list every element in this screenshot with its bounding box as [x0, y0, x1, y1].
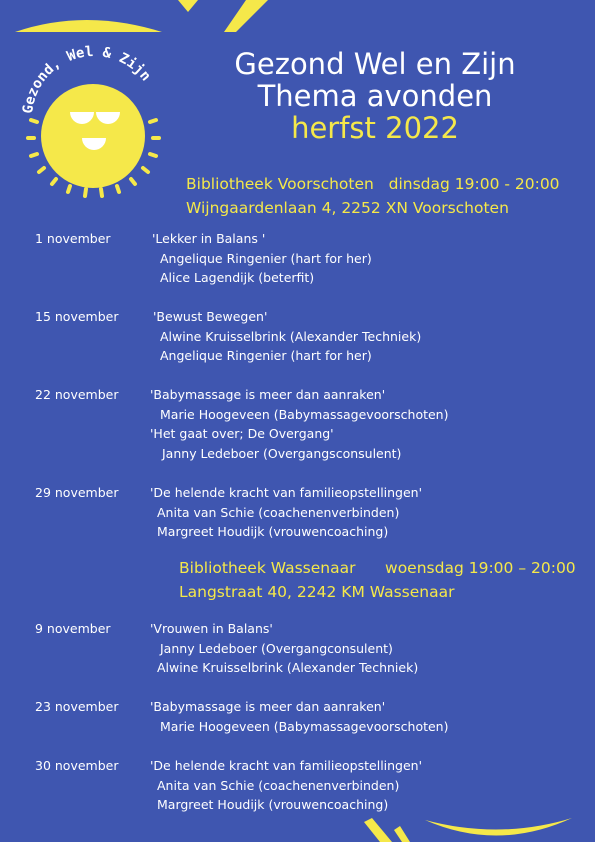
title-line-2: Thema avonden [257, 79, 493, 113]
logo-text: Gezond, Wel & Zijn [20, 43, 154, 115]
event-theme: 'Lekker in Balans ' [152, 231, 266, 246]
event-date: 15 november [35, 309, 119, 324]
event-theme: 'Het gaat over; De Overgang' [150, 426, 334, 441]
venue2-line1: Bibliotheek Wassenaar woensdag 19:00 – 20:00 [179, 559, 576, 577]
event-date: 9 november [35, 621, 111, 636]
event-theme: 'De helende kracht van familieopstellingen' [150, 758, 423, 773]
event-speaker: Angelique Ringenier (hart for her) [160, 348, 372, 363]
sun-logo [14, 26, 172, 198]
title-line-3: herfst 2022 [291, 111, 459, 145]
event-speaker: Angelique Ringenier (hart for her) [160, 250, 372, 266]
event-theme: 'Babymassage is meer dan aanraken' [150, 387, 386, 402]
event-theme: 'Vrouwen in Balans' [150, 621, 273, 636]
event-speaker: Janny Ledeboer (Overgangconsulent) [160, 640, 393, 656]
title-line-1: Gezond Wel en Zijn [234, 47, 516, 81]
event-theme: 'Bewust Bewegen' [153, 309, 268, 324]
event-speaker: Margreet Houdijk (vrouwencoaching) [157, 797, 389, 812]
event-date: 1 november [35, 231, 111, 246]
event-date: 22 november [35, 387, 119, 402]
event-speaker: Alwine Kruisselbrink (Alexander Techniek) [160, 328, 422, 344]
event-date: 23 november [35, 699, 119, 714]
event-speaker: Alice Lagendijk (beterfit) [160, 270, 315, 285]
event-speaker: Janny Ledeboer (Overgangsconsulent) [162, 445, 402, 461]
event-speaker: Margreet Houdijk (vrouwencoaching) [157, 524, 389, 539]
event-speaker: Marie Hoogeveen (Babymassagevoorschoten) [160, 406, 449, 422]
event-speaker: Alwine Kruisselbrink (Alexander Techniek) [157, 660, 419, 675]
event-date: 30 november [35, 758, 119, 773]
event-theme: 'De helende kracht van familieopstellingen' [150, 485, 423, 500]
venue1-line2: Wijngaardenlaan 4, 2252 XN Voorschoten [186, 199, 509, 217]
event-date: 29 november [35, 485, 119, 500]
event-speaker: Marie Hoogeveen (Babymassagevoorschoten) [160, 718, 449, 734]
event-speaker: Anita van Schie (coachenenverbinden) [157, 504, 400, 520]
event-speaker: Anita van Schie (coachenenverbinden) [157, 777, 400, 793]
venue2-line2: Langstraat 40, 2242 KM Wassenaar [179, 583, 455, 601]
venue1-line1: Bibliotheek Voorschoten dinsdag 19:00 - 20:00 [186, 175, 560, 193]
event-theme: 'Babymassage is meer dan aanraken' [150, 699, 386, 714]
